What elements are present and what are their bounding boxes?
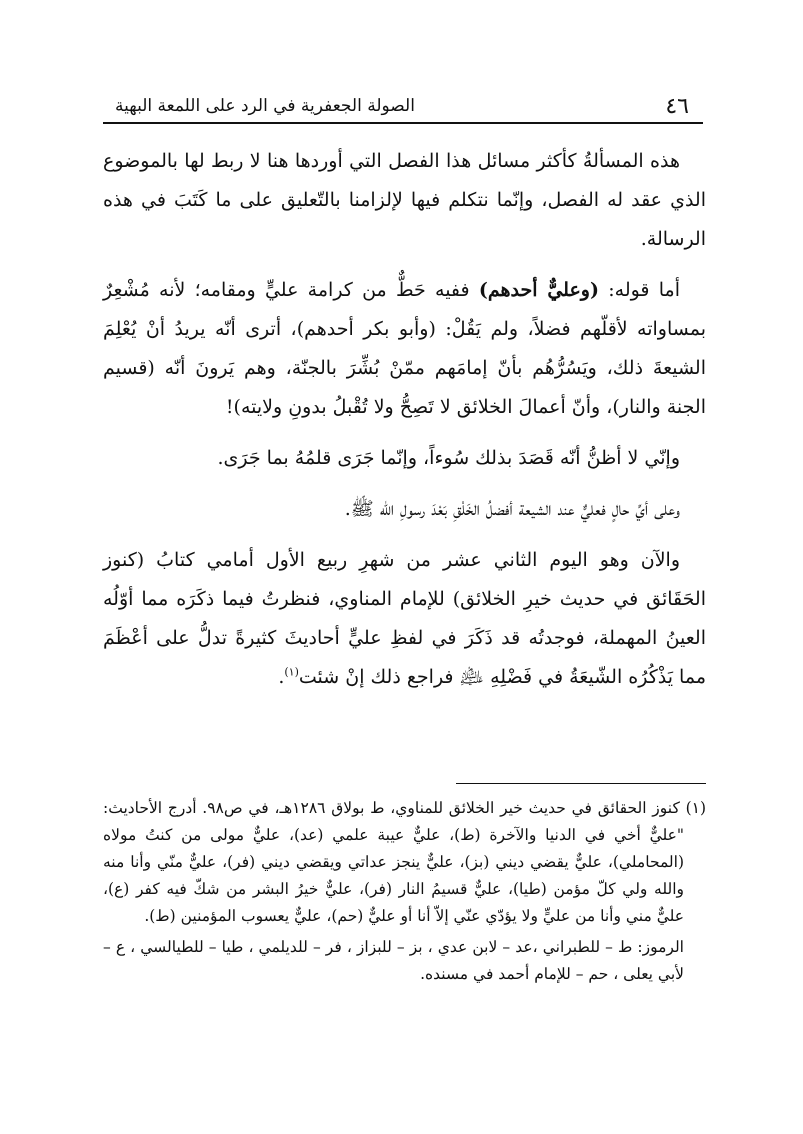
paragraph-2-intro: أما قوله: [598,279,680,301]
footnote-symbols: الرموز: ط – للطبراني ،عد – لابن عدي ، بز – للبزاز ، فر – للديلمي ، طيا – للطيالسي ، ع – لأبي يعلى ، حم – للإمام أحمد في مسنده. [103,938,684,983]
page-number: ٤٦ [665,94,689,119]
paragraph-2 [103,271,706,427]
footnotes [103,795,706,988]
footnote-ref[interactable]: (١) [284,665,299,679]
running-title: الصولة الجعفرية في الرد على اللمعة البهية [115,96,415,116]
quoted-phrase: (وعليٌّ أحدهم) [478,279,599,301]
paragraph-3: وإنّي لا أظنُّ أنّه قَصَدَ بذلك سُوءاً، وإنّما جَرَى قلمُهُ بما جَرَى. [217,447,680,469]
paragraph-1: هذه المسألةُ كأكثر مسائل هذا الفصل التي أوردها هنا لا ربط لها بالموضوع الذي عقد له الفصل، وإنّما نتكلم فيها لإلزامنا بالتّعليق على ما كَتَبَ في هذه الرسالة. [103,150,706,250]
main-text [103,142,706,709]
page-header [103,88,703,124]
header-rule [103,122,703,124]
paragraph-5-end: . [278,666,285,688]
paragraph-2-rest: ففيه حَطٌّ من كرامة عليٍّ ومقامه؛ لأنه مُشْعِرٌ بمساواته لأقلّهم فضلاً، ولم يَقُلْ: (وأبو بكر أحدهم)، أترى أنّه يريدُ أنْ يُعْلِمَ الشيعةَ ذلك، ويَسُرُّهُم بأنّ إمامَهم ممّنْ بُشِّرَ بالجنّة، وهم يَرونَ أنّه (قسيم الجنة والنار)، وأنّ أعمالَ الخلائق لا تَصِحُّ ولا تُقْبلُ بدونِ ولايته)! [103,279,706,418]
paragraph-5-text: والآن وهو اليوم الثاني عشر من شهرِ ربيع الأول أمامي كتابُ (كنوز الحَقَائق في حديث خيرِ الخلائق) للإمام المناوي، فنظرتُ فيما ذكَرَه مما أوّلُه العينُ المهملة، فوجدتُه قد ذَكَرَ في لفظِ عليٍّ أحاديثَ كثيرةً تدلُّ على أعْظَمَ مما يَذْكُرُه الشّيعَةُ في فَضْلِهِ ﵇ فراجع ذلك إنْ شئت [103,549,706,688]
footnote-separator [456,783,706,784]
footnote-1: (١) كنوز الحقائق في حديث خير الخلائق للمناوي، ط بولاق ١٢٨٦هـ، في ص٩٨. أدرج الأحاديث: "عليٌّ أخي في الدنيا والآخرة (ط)، عليٌّ عيبة علمي (عد)، عليٌّ مولى من كنتُ مولاه (المحاملي)، عليٌّ يقضي ديني (بز)، عليٌّ ينجز عداتي ويقضي ديني (فر)، عليٌّ منّي وأنا منه والله ولي كلّ مؤمن (طيا)، عليٌّ قسيمُ النار (فر)، عليٌّ خيرُ البشر من شكّ فيه كفر (ع)، عليٌّ مني وأنا من عليٍّ ولا يؤدّي عنّي إلاّ أنا أو عليٌّ (حم)، عليٌّ يعسوب المؤمنين (ط). [103,799,707,925]
paragraph-5 [103,541,706,697]
paragraph-4: وعلى أيِّ حالٍ فعليٌّ عند الشيعة أفضلُ الخَلْقِ بَعْدَ رسولِ الله ﷺ. [344,498,680,520]
